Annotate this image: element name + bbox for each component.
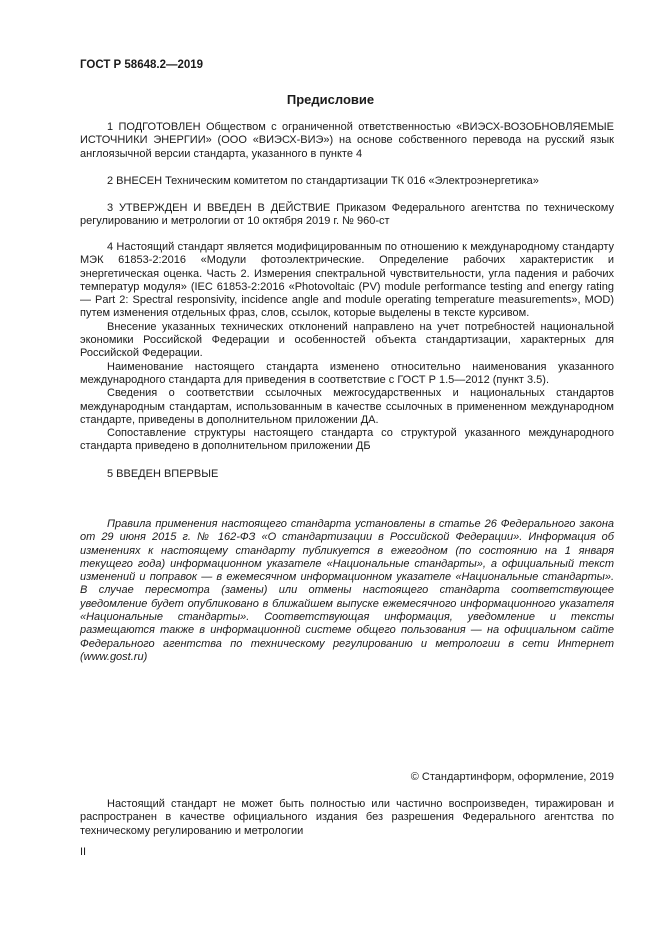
preface-item-4 xyxy=(80,241,614,454)
reprint-notice xyxy=(80,798,614,838)
preface-item-4-paragraph: Внесение указанных технических отклонений направлено на учет потребностей национальной экономики Российской Федерации и особенностей объекта стандартизации, характерных для Российской Федерации. xyxy=(80,320,614,360)
preface-item-3-text: 3 УТВЕРЖДЕН И ВВЕДЕН В ДЕЙСТВИЕ Приказом Федерального агентства по техническому регулированию и метрологии от 10 октября 2019 г. № 960-ст xyxy=(80,202,614,228)
preface-item-1-text: 1 ПОДГОТОВЛЕН Обществом с ограниченной ответственностью «ВИЭСХ-ВОЗОБНОВЛЯЕМЫЕ ИСТОЧНИКИ ЭНЕРГИИ» (ООО «ВИЭСХ-ВИЭ») на основе собственного перевода на русский язык англоязычной версии стандарта, указанного в пункте 4 xyxy=(80,121,614,160)
page-number: II xyxy=(80,846,87,858)
preface-item-4-paragraph: 4 Настоящий стандарт является модифицированным по отношению к международному стандарту МЭК 61853-2:2016 «Модули фотоэлектрические. Определение рабочих характеристик и энергетическая оценка. Часть 2. Измерения спектральной чувствительности, угла падения и рабочих температур модуля» (IEC 61853-2:2016 «Photovoltaic (PV) module performance testing and energy rating — Part 2: Spectral responsivity, incidence angle and module operating temperature measurements», MOD) путем изменения отдельных фраз, слов, ссылок, которые выделены в тексте курсивом. xyxy=(80,241,614,320)
preface-title: Предисловие xyxy=(286,92,375,107)
preface-item-2 xyxy=(80,175,614,188)
preface-item-4-paragraph: Наименование настоящего стандарта изменено относительно наименования указанного международного стандарта для приведения в соответствие с ГОСТ Р 1.5—2012 (пункт 3.5). xyxy=(80,360,614,386)
copyright-line: © Стандартинформ, оформление, 2019 xyxy=(410,771,614,783)
preface-item-5 xyxy=(80,468,614,481)
standard-code: ГОСТ Р 58648.2—2019 xyxy=(80,59,204,71)
usage-note xyxy=(80,518,614,664)
preface-item-3 xyxy=(80,202,614,229)
preface-item-5-text: 5 ВВЕДЕН ВПЕРВЫЕ xyxy=(107,468,219,480)
preface-item-1 xyxy=(80,121,614,161)
preface-item-4-paragraph: Сведения о соответствии ссылочных межгосударственных и национальных стандартов международным стандартам, использованным в качестве ссылочных в примененном международном стандарте, приведены в дополнительном приложении ДА. xyxy=(80,387,614,426)
usage-note-text: Правила применения настоящего стандарта установлены в статье 26 Федерального закона от 29 июня 2015 г. № 162-ФЗ «О стандартизации в Российской Федерации». Информация об изменениях к настоящему стандарту публикуется в ежегодном (по состоянию на 1 января текущего года) информационном указателе «Национальные стандарты», а официальный текст изменений и поправок — в ежемесячном информационном указателе «Национальные стандарты». В случае пересмотра (замены) или отмены настоящего стандарта соответствующее уведомление будет опубликовано в ближайшем выпуске ежемесячного информационного указателя «Национальные стандарты». Соответствующая информация, уведомление и тексты размещаются также в информационной системе общего пользования — на официальном сайте Федерального агентства по техническому регулированию и метрологии в сети Интернет (www.gost.ru) xyxy=(80,518,614,663)
preface-item-4-paragraph: Сопоставление структуры настоящего стандарта со структурой указанного международного стандарта приведено в дополнительном приложении ДБ xyxy=(80,427,614,453)
preface-item-2-text: 2 ВНЕСЕН Техническим комитетом по стандартизации ТК 016 «Электроэнергетика» xyxy=(107,175,539,187)
reprint-notice-text: Настоящий стандарт не может быть полностью или частично воспроизведен, тиражирован и распространен в качестве официального издания без разрешения Федерального агентства по техническому регулированию и метрологии xyxy=(80,798,614,837)
